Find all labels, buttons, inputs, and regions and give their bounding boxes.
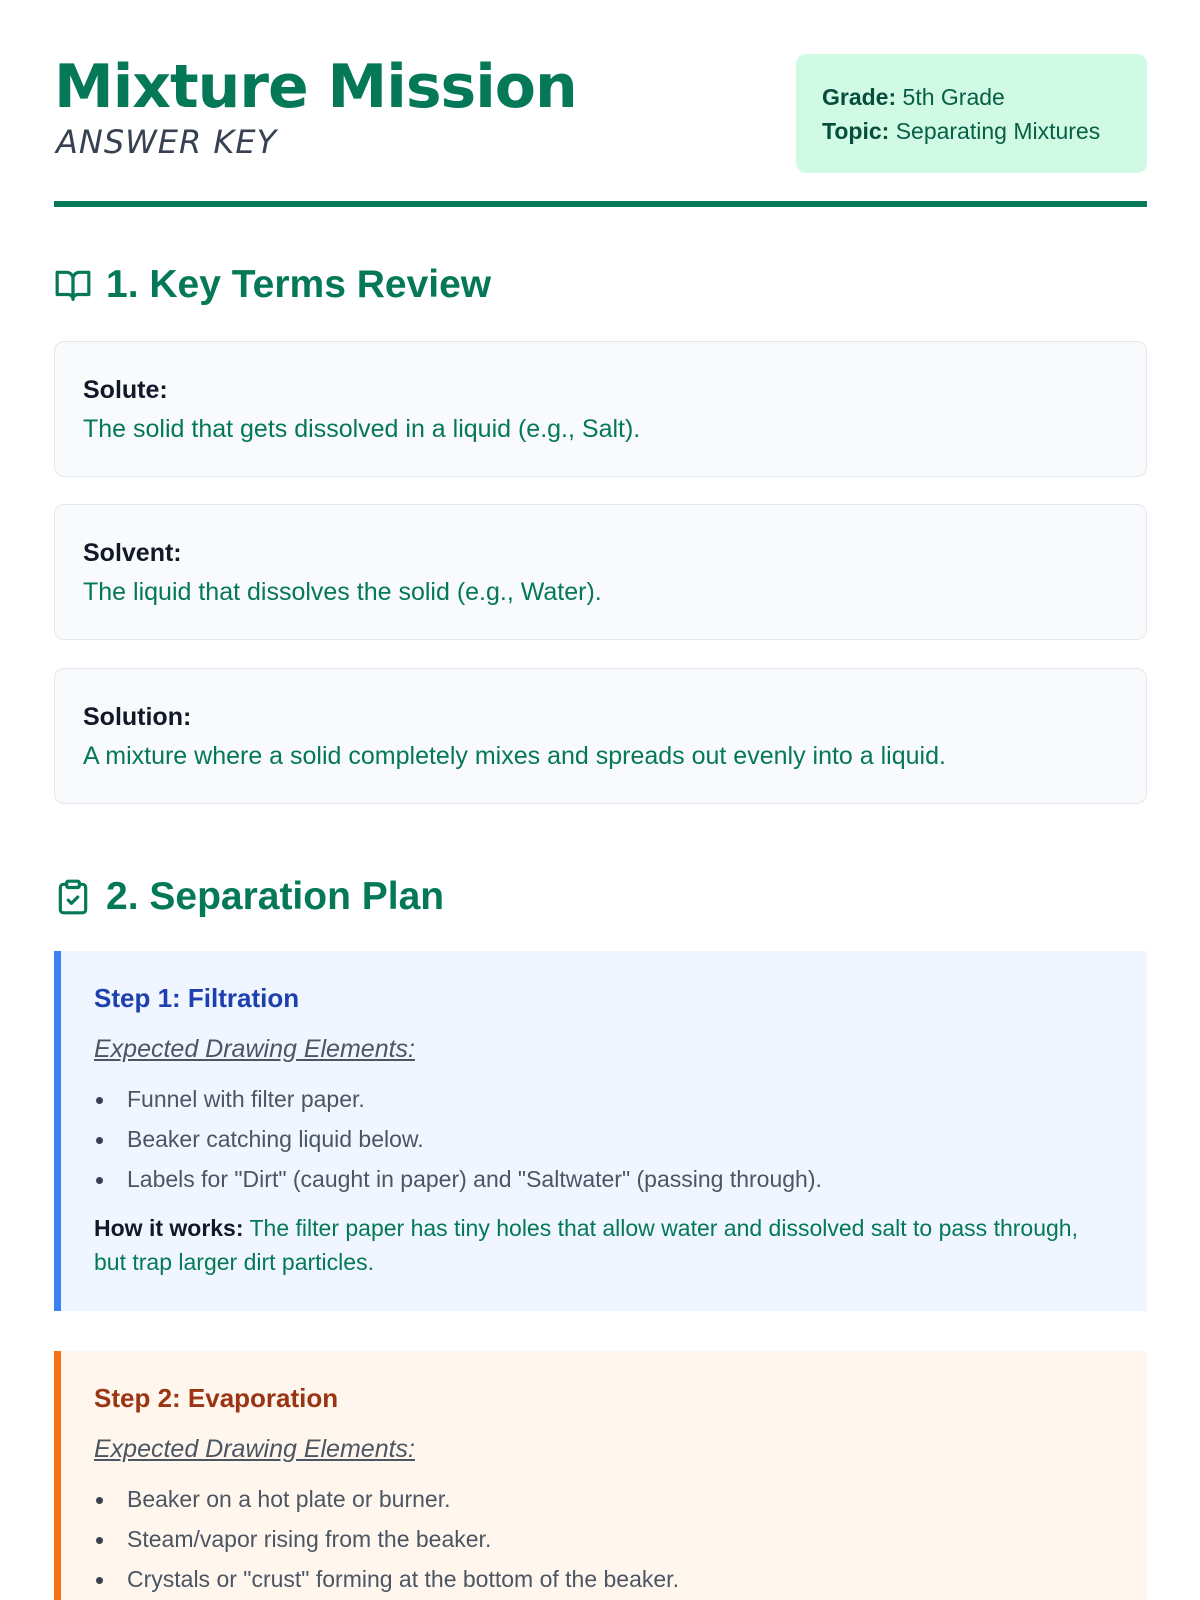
- clipboard-check-icon: [54, 878, 92, 916]
- grade-topic-box: [796, 54, 1147, 173]
- grade-label: Grade:: [822, 84, 897, 110]
- section-separation-plan-heading: [54, 874, 444, 920]
- section-heading-label: 1. Key Terms Review: [106, 263, 492, 306]
- term-definition: The liquid that dissolves the solid (e.g., Water).: [83, 578, 602, 606]
- expected-drawing-label: Expected Drawing Elements:: [94, 1035, 415, 1063]
- term-definition: A mixture where a solid completely mixes and spreads out evenly into a liquid.: [83, 742, 946, 770]
- list-item: Crystals or "crust" forming at the bottom of the beaker.: [94, 1559, 1107, 1599]
- step-filtration-box: [54, 951, 1147, 1311]
- expected-drawing-label: Expected Drawing Elements:: [94, 1435, 415, 1463]
- term-name: Solvent:: [83, 539, 182, 567]
- term-card-solvent: [54, 504, 1147, 640]
- how-it-works-text: The filter paper has tiny holes that allow water and dissolved salt to pass through, but trap larger dirt particles.: [94, 1215, 1078, 1275]
- term-card-solution: [54, 668, 1147, 804]
- section-heading-label: 2. Separation Plan: [106, 875, 445, 918]
- section-key-terms-heading: [54, 262, 491, 308]
- drawing-elements-list: [94, 1079, 1107, 1199]
- how-it-works-label: How it works:: [94, 1215, 244, 1241]
- list-item: Steam/vapor rising from the beaker.: [94, 1519, 1107, 1559]
- answer-key-page: [54, 0, 1147, 1592]
- page-title: Mixture Mission: [54, 52, 577, 122]
- how-it-works: [94, 1211, 1107, 1279]
- topic-value: Separating Mixtures: [895, 118, 1101, 144]
- page-header: [54, 0, 1147, 207]
- step-title: Step 2: Evaporation: [94, 1383, 339, 1413]
- step-title: Step 1: Filtration: [94, 983, 300, 1013]
- term-definition: The solid that gets dissolved in a liquid (e.g., Salt).: [83, 415, 641, 443]
- topic-line: [822, 114, 1147, 148]
- drawing-elements-list: [94, 1479, 1107, 1599]
- list-item: Funnel with filter paper.: [94, 1079, 1107, 1119]
- page-subtitle: ANSWER KEY: [56, 123, 278, 161]
- list-item: Labels for "Dirt" (caught in paper) and "Saltwater" (passing through).: [94, 1159, 1107, 1199]
- grade-value: 5th Grade: [902, 84, 1005, 110]
- step-evaporation-box: [54, 1351, 1147, 1600]
- term-name: Solute:: [83, 376, 168, 404]
- term-card-solute: [54, 341, 1147, 477]
- book-open-icon: [54, 266, 92, 304]
- list-item: Beaker catching liquid below.: [94, 1119, 1107, 1159]
- topic-label: Topic:: [822, 118, 890, 144]
- term-name: Solution:: [83, 703, 192, 731]
- list-item: Beaker on a hot plate or burner.: [94, 1479, 1107, 1519]
- grade-line: [822, 80, 1147, 114]
